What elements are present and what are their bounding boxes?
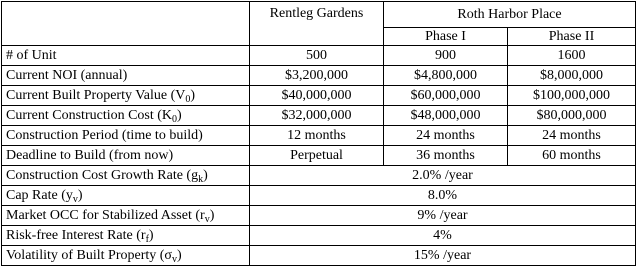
cell-rentleg: $3,200,000	[250, 66, 384, 86]
row-label: Construction Cost Growth Rate $(g_k)$	[2, 166, 250, 186]
cell-shared-value: 9% /year	[250, 206, 636, 226]
table-row-cap-rate	[2, 186, 636, 206]
cell-phase1: 900	[384, 46, 508, 66]
table-row-volatility	[2, 246, 636, 266]
row-label: Current Built Property Value $(V_0)$	[2, 86, 250, 106]
cell-phase1: $60,000,000	[384, 86, 508, 106]
cell-phase2: $100,000,000	[508, 86, 636, 106]
property-data-table	[1, 1, 636, 266]
row-label: Market OCC for Stabilized Asset $(r_v)$	[2, 206, 250, 226]
cell-phase2: 1600	[508, 46, 636, 66]
cell-rentleg: $40,000,000	[250, 86, 384, 106]
cell-phase1: $4,800,000	[384, 66, 508, 86]
table-row-deadline	[2, 146, 636, 166]
table-row-market-occ	[2, 206, 636, 226]
cell-phase1: 24 months	[384, 126, 508, 146]
table-row-risk-free-rate	[2, 226, 636, 246]
row-label: Deadline to Build (from now)	[2, 146, 250, 166]
cell-shared-value: 15% /year	[250, 246, 636, 266]
cell-phase2: $8,000,000	[508, 66, 636, 86]
cell-shared-value: 8.0%	[250, 186, 636, 206]
cell-rentleg: $32,000,000	[250, 106, 384, 126]
cell-rentleg: 500	[250, 46, 384, 66]
header-row-1	[2, 2, 636, 28]
cell-phase1: $48,000,000	[384, 106, 508, 126]
header-roth-harbor-place: Roth Harbor Place	[384, 2, 636, 28]
row-label: Volatility of Built Property $(\sigma_v)$	[2, 246, 250, 266]
header-phase-1: Phase I	[384, 28, 508, 46]
row-label: Construction Period (time to build)	[2, 126, 250, 146]
header-rentleg-gardens: Rentleg Gardens	[250, 2, 384, 46]
cell-rentleg: Perpetual	[250, 146, 384, 166]
table-row-property-value	[2, 86, 636, 106]
cell-phase2: 24 months	[508, 126, 636, 146]
row-label: Current Construction Cost $(K_0)$	[2, 106, 250, 126]
table-row-units	[2, 46, 636, 66]
row-label: Current NOI (annual)	[2, 66, 250, 86]
cell-phase1: 36 months	[384, 146, 508, 166]
table-row-cost-growth	[2, 166, 636, 186]
cell-phase2: $80,000,000	[508, 106, 636, 126]
header-empty-cell	[2, 2, 250, 46]
cell-shared-value: 2.0% /year	[250, 166, 636, 186]
cell-shared-value: 4%	[250, 226, 636, 246]
header-phase-2: Phase II	[508, 28, 636, 46]
row-label: Risk-free Interest Rate $(r_f)$	[2, 226, 250, 246]
table-row-construction-cost	[2, 106, 636, 126]
table-row-noi	[2, 66, 636, 86]
cell-rentleg: 12 months	[250, 126, 384, 146]
table-row-construction-period	[2, 126, 636, 146]
row-label: # of Unit	[2, 46, 250, 66]
cell-phase2: 60 months	[508, 146, 636, 166]
row-label: Cap Rate $(y_v)$	[2, 186, 250, 206]
